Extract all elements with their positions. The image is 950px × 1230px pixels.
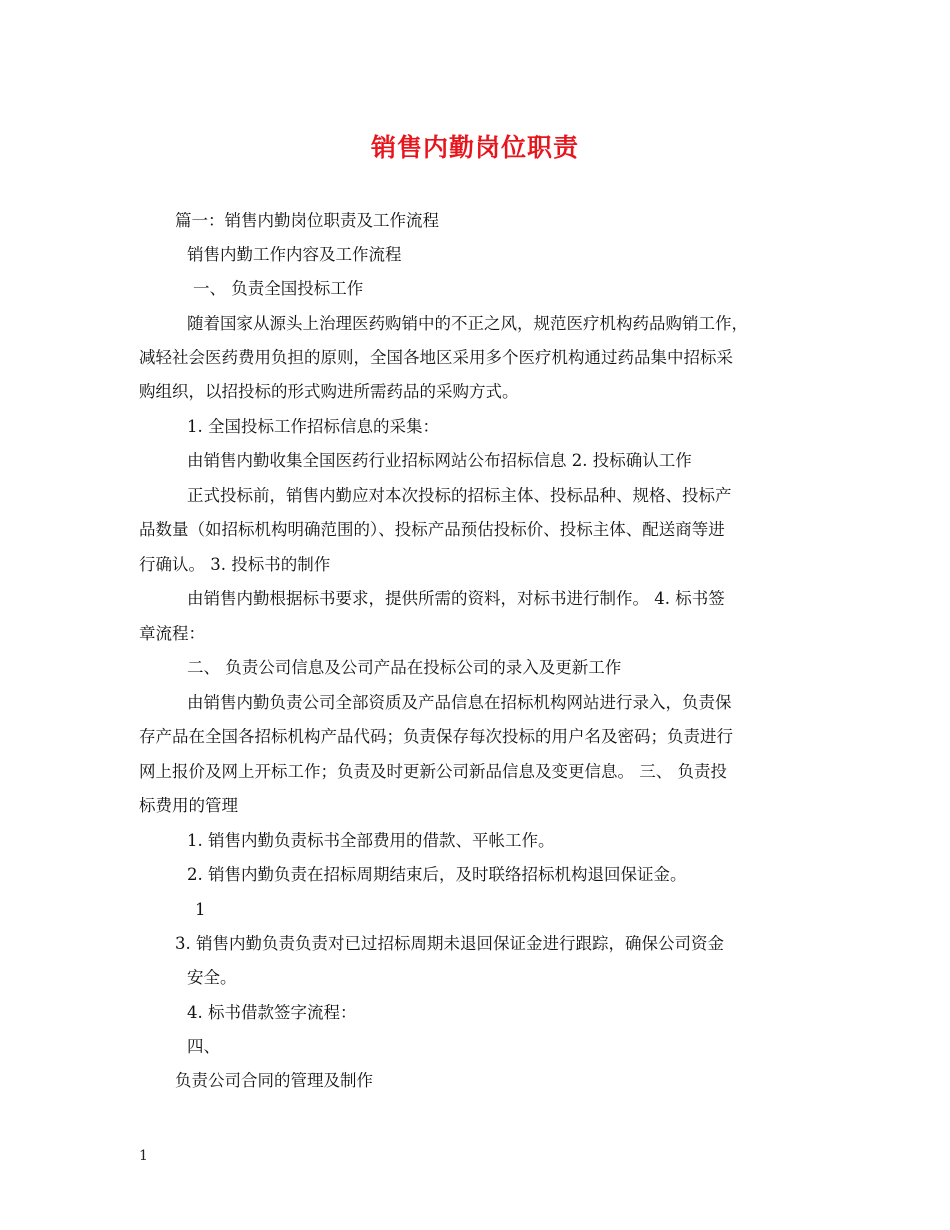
text-line: 正式投标前，销售内勤应对本次投标的招标主体、投标品种、规格、投标产 <box>187 486 732 505</box>
text-line: 3. 销售内勤负责负责对已过招标周期未退回保证金进行跟踪，确保公司资金 <box>175 934 724 953</box>
text-line: 负责公司合同的管理及制作 <box>175 1071 373 1090</box>
text-line: 购组织，以招投标的形式购进所需药品的采购方式。 <box>139 382 519 401</box>
text-line: 4. 标书借款签字流程： <box>187 1003 357 1022</box>
text-line: 2. 销售内勤负责在招标周期结束后，及时联络招标机构退回保证金。 <box>187 865 687 884</box>
text-line: 标费用的管理 <box>139 796 238 815</box>
section-heading: 一、 负责全国投标工作 <box>193 279 364 298</box>
text-line: 随着国家从源头上治理医药购销中的不正之风，规范医疗机构药品购销工作， <box>187 314 748 333</box>
text-line: 由销售内勤根据标书要求，提供所需的资料，对标书进行制作。 4. 标书签 <box>187 589 725 608</box>
text-line: 行确认。 3. 投标书的制作 <box>139 555 331 574</box>
text-line: 章流程： <box>139 624 205 643</box>
page-number: 1 <box>139 1148 148 1164</box>
section-heading: 四、 <box>187 1037 220 1056</box>
text-line: 存产品在全国各招标机构产品代码；负责保存每次投标的用户名及密码；负责进行 <box>139 727 733 746</box>
text-line: 安全。 <box>187 968 237 987</box>
section-heading: 二、 负责公司信息及公司产品在投标公司的录入及更新工作 <box>187 658 622 677</box>
text-line: 由销售内勤负责公司全部资质及产品信息在招标机构网站进行录入，负责保 <box>187 693 732 712</box>
text-line: 网上报价及网上开标工作；负责及时更新公司新品信息及变更信息。 三、 负责投 <box>139 762 727 781</box>
text-line: 品数量（如招标机构明确范围的）、投标产品预估投标价、投标主体、配送商等进 <box>139 520 725 539</box>
text-line: 减轻社会医药费用负担的原则，全国各地区采用多个医疗机构通过药品集中招标采 <box>139 348 733 367</box>
text-line: 篇一：销售内勤岗位职责及工作流程 <box>175 211 439 230</box>
text-line: 销售内勤工作内容及工作流程 <box>187 245 402 264</box>
text-line: 1. 销售内勤负责标书全部费用的借款、平帐工作。 <box>187 831 555 850</box>
inline-page-marker: 1 <box>195 900 206 919</box>
text-line: 由销售内勤收集全国医药行业招标网站公布招标信息 2. 投标确认工作 <box>187 451 692 470</box>
document-title: 销售内勤岗位职责 <box>370 133 579 162</box>
text-line: 1. 全国投标工作招标信息的采集： <box>187 417 439 436</box>
